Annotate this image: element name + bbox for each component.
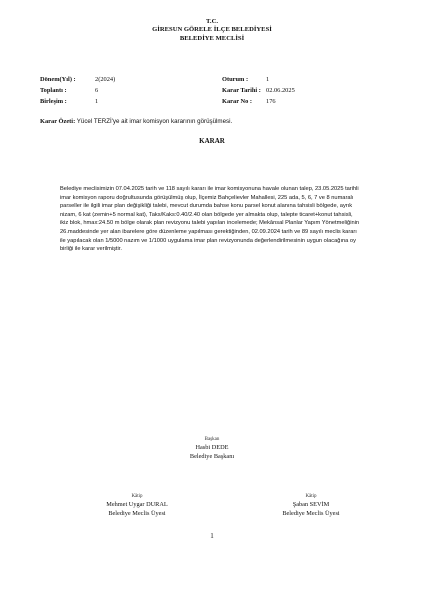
signature-title: Belediye Meclis Üyesi	[108, 509, 166, 517]
header-line-tc: T.C.	[206, 18, 218, 25]
meta-value: 2(2024)	[95, 76, 116, 83]
meta-label: Dönem(Yıl) :	[40, 76, 76, 83]
header-line-council: BELEDİYE MECLİSİ	[179, 34, 245, 42]
meta-label: Karar No :	[222, 98, 253, 105]
body-line: nizam, 6 kat (zemin+5 normal kat), Taks/Kaks:0.40/2.40 olan bölgede yer almakta olup, talepte ticaret+konut tahsisli,	[60, 211, 353, 218]
meta-row-karar-tarihi	[222, 85, 295, 96]
meta-value: 1	[266, 76, 270, 83]
body-line: ile yapılacak olan 1/5000 nazım ve 1/1000 uygulama imar plan revizyonunda değerlendirilmesinin uygun olacağına oy	[60, 237, 356, 244]
body-line: birliği ile karar verilmiştir.	[60, 246, 122, 253]
signature-president	[162, 435, 262, 461]
summary-label: Karar Özeti:	[40, 118, 76, 125]
body-line: ikiz blok, hmax:24.50 m bölge olarak plan revizyonu talebi yapılan incelemede; Mekânsal Planlar Yapım Yönetmeliğinin	[60, 220, 360, 227]
document-header	[0, 18, 424, 43]
body-line: imar komisyon raporu doğrultusunda görüşülmüş olup, İlçemiz Bahçelievler Mahallesi, 225 ada, 5, 6, 7 ve 8 numaralı	[60, 194, 354, 201]
meta-right	[222, 74, 295, 107]
meta-left	[40, 74, 115, 107]
meta-row-karar-no	[222, 96, 295, 107]
meta-label: Karar Tarihi :	[222, 87, 261, 94]
page-number: 1	[210, 532, 214, 540]
meta-value: 176	[266, 98, 276, 105]
signature-clerk-left	[62, 492, 212, 518]
meta-label: Toplantı :	[40, 87, 67, 94]
decision-title: KARAR	[199, 137, 225, 145]
body-line: 26.maddesinde yer alan ibarelere göre düzenleme yapılması gerektiğinden, 02.09.2024 tarih ve 89 sayılı meclis kararı	[60, 228, 357, 235]
meta-label: Oturum :	[222, 76, 249, 83]
meta-label: Birleşim :	[40, 98, 67, 105]
decision-body	[60, 185, 396, 254]
meta-value: 1	[95, 98, 99, 105]
meta-row-birlesim	[40, 96, 115, 107]
signature-clerk-right	[236, 492, 386, 518]
signature-name: Hasbi DEDE	[195, 444, 229, 451]
meta-row-donem	[40, 74, 115, 85]
body-line: parseller ile ilgili imar plan değişikliği talebi, mevcut durumda bahse konu parsel konut alanına tahsisli bölgede, ayrık	[60, 203, 353, 210]
signature-title: Belediye Başkanı	[189, 452, 235, 460]
signature-name: Şaban SEVİM	[292, 501, 330, 508]
meta-row-toplanti	[40, 85, 115, 96]
header-line-municipality: GİRESUN GÖRELE İLÇE BELEDİYESİ	[152, 26, 272, 34]
meta-row-oturum	[222, 74, 295, 85]
body-line: Belediye meclisimizin 07.04.2025 tarih ve 118 sayılı kararı ile imar komisyonuna havale olunan talep, 23.05.2025 tarihli	[60, 186, 359, 192]
meta-value: 6	[95, 87, 99, 94]
signature-role: Kâtip	[305, 494, 317, 499]
signature-name: Mehmet Uygar DURAL	[106, 501, 168, 508]
signature-title: Belediye Meclis Üyesi	[282, 509, 340, 517]
signature-role: Başkan	[204, 437, 220, 442]
decision-summary	[40, 118, 232, 125]
summary-text: Yücel TERZİ'ye ait imar komisyon kararının görüşülmesi.	[76, 118, 233, 125]
signature-role: Kâtip	[131, 494, 143, 499]
meta-value: 02.06.2025	[266, 87, 295, 94]
